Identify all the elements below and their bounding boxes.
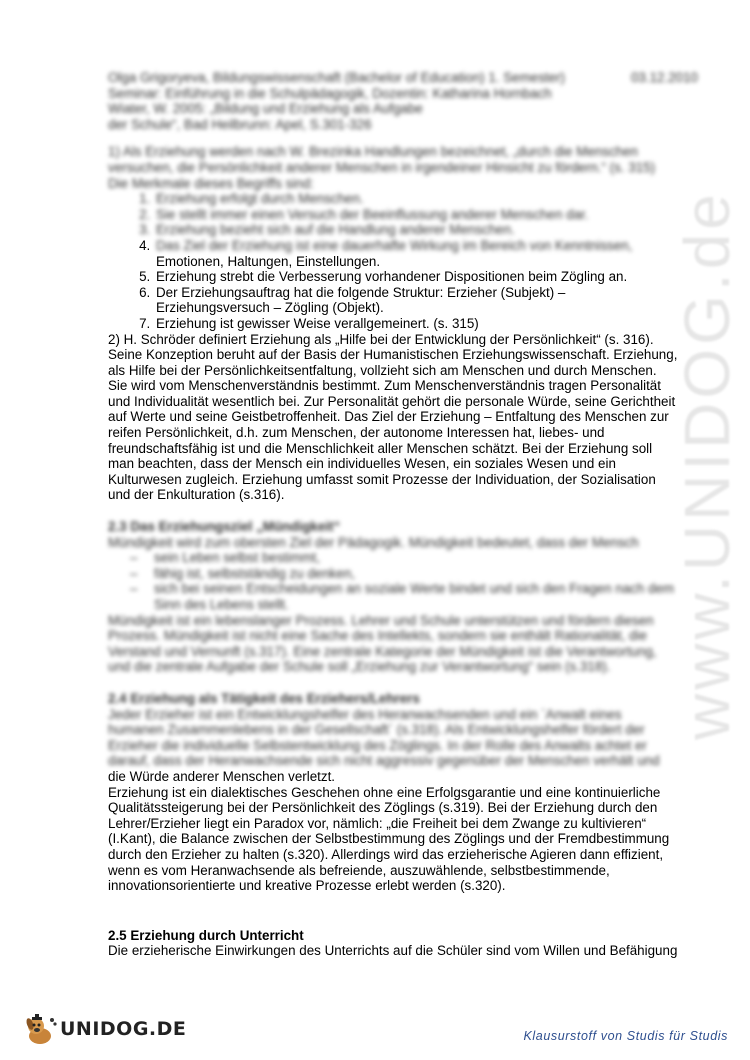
maturity-list — [108, 550, 698, 612]
document-page — [108, 70, 698, 959]
paragraph-line: Die Merkmale dieses Begriffs sind: — [108, 175, 314, 191]
paragraph-line: Erzieher die individuelle Selbstentwicklung des Zöglings. In der Rolle des Anwalts achtet er — [108, 737, 647, 753]
paragraph-line: Kulturwesen zugleich. Erziehung umfasst somit Prozesse der Individuation, der Sozialisation — [108, 471, 656, 487]
paragraph-line: wenn es vom Heranwachsende als befreiende, auszuwählende, selbstbestimmende, — [108, 862, 610, 878]
paragraph-line: Mündigkeit ist ein lebenslanger Prozess. Lehrer und Schule unterstützen und fördern diesen — [108, 612, 654, 628]
paragraph-line: und Individualität wesentlich bei. Zur Personalität gehört die personale Würde, seine Gerichtheit — [108, 393, 676, 409]
list-item: 1. Erziehung erfolgt durch Menschen. — [154, 191, 698, 207]
paragraph-line: die Würde anderer Menschen verletzt. — [108, 768, 336, 784]
section-1 — [108, 144, 698, 331]
list-item: 2. Sie stellt immer einen Versuch der Beeinflussung anderer Menschen dar. — [154, 207, 698, 223]
paragraph-line: und die zentrale Aufgabe der Schule soll „Erziehung zur Verantwortung“ sein (s.318). — [108, 659, 611, 675]
paragraph-line: reifen Persönlichkeit, d.h. zum Menschen, der autonome Interessen hat, liebes- und — [108, 425, 605, 441]
section-heading: 2.4 Erziehung als Tätigkeit des Erziehers/Lehrers — [108, 690, 420, 706]
section-2-5 — [108, 928, 698, 959]
paragraph-line: 1) Als Erziehung werden nach W. Brezinka Handlungen bezeichnet, „durch die Menschen — [108, 144, 638, 160]
paragraph-line: freundschaftsfähig ist und die Menschlichkeit aller Menschen schätzt. Bei der Erziehung soll — [108, 440, 653, 456]
paragraph-line: Sie wird vom Menschenverständnis bestimmt. Zum Menschenverständnis tragen Personalität — [108, 378, 661, 394]
header-author-line: Olga Grigoryeva, Bildungswissenschaft (Bachelor of Education) 1. Semester) — [108, 70, 565, 85]
paragraph-line: Erziehung ist ein dialektisches Geschehen ohne eine Erfolgsgarantie und eine kontinuierliche — [108, 784, 661, 800]
header-seminar-line: Seminar: Einführung in die Schulpädagogik, Dozentin: Katharina Hornbach — [108, 85, 552, 101]
paragraph-line: durch den Erzieher zu halten (s.320). Allerdings wird das erzieherische Agieren dann effizient, — [108, 846, 664, 862]
paragraph-line: Qualitätssteigerung bei der Persönlichkeit des Zöglings (s.319). Bei der Erziehung durch den — [108, 800, 658, 816]
list-item-continuation: Erziehungsversuch – Zögling (Objekt). — [156, 300, 384, 316]
paragraph-line: man beachten, dass der Mensch ein individuelles Wesen, ein soziales Wesen und ein — [108, 456, 616, 472]
paragraph-line: auf Werte und seine Geistbetroffenheit. Das Ziel der Erziehung – Entfaltung des Menschen zur — [108, 409, 669, 425]
header-source-line: Wiater, W. 2005: „Bildung und Erziehung als Aufgabe — [108, 101, 423, 117]
paragraph-line: Mündigkeit wird zum obersten Ziel der Pädagogik. Mündigkeit bedeutet, dass der Mensch — [108, 534, 639, 550]
paragraph-line: Prozess. Mündigkeit ist nicht eine Sache des Intellekts, sondern sie enthält Rationalität, die — [108, 628, 647, 644]
paragraph-line: Jeder Erzieher ist ein Entwicklungshelfer des Heranwachsenden und ein `Anwalt eines — [108, 706, 622, 722]
characteristics-list — [108, 191, 698, 331]
list-item — [154, 581, 698, 612]
list-item: – fähig ist, selbstständig zu denken, — [154, 566, 698, 582]
watermark-text: www.UNIDOG.de — [671, 190, 743, 740]
list-item: – sein Leben selbst bestimmt, — [154, 550, 698, 566]
document-header — [108, 70, 698, 132]
paragraph-line: als Hilfe bei der Persönlichkeitsentfaltung, vollzieht sich am Menschen und durch Menschen. — [108, 362, 657, 378]
section-heading: 2.3 Das Erziehungsziel „Mündigkeit“ — [108, 519, 341, 535]
section-2-3 — [108, 519, 698, 675]
paragraph-line: Die erzieherische Einwirkungen des Unterrichts auf die Schüler sind vom Willen und Befähigung — [108, 943, 678, 959]
paragraph-line: Lehrer/Erzieher liegt ein Paradox vor, nämlich: „die Freiheit bei dem Zwange zu kultivieren“ — [108, 815, 647, 831]
header-source-line: der Schule“, Bad Heilbrunn: Apel, S.301-326 — [108, 116, 372, 132]
section-2 — [108, 332, 698, 504]
list-item — [154, 285, 698, 316]
list-item-text: 6. Der Erziehungsauftrag hat die folgende Struktur: Erzieher (Subjekt) – — [156, 284, 566, 300]
list-item-text: – sich bei seinen Entscheidungen an soziale Werte bindet und sich den Fragen nach dem — [154, 581, 675, 597]
paragraph-line: Seine Konzeption beruht auf der Basis der Humanistischen Erziehungswissenschaft. Erziehung, — [108, 347, 678, 363]
paragraph-line: und der Enkulturation (s.316). — [108, 487, 285, 503]
list-item: 7. Erziehung ist gewisser Weise verallgemeinert. (s. 315) — [154, 316, 698, 332]
logo-text: UNIDOG.DE — [60, 1018, 187, 1041]
paragraph-line: Verstand und Vernunft (s.317). Eine zentrale Kategorie der Mündigkeit ist die Verantwortung, — [108, 643, 657, 659]
dog-mascot-icon — [22, 1012, 58, 1048]
list-item — [154, 238, 698, 269]
header-date: 03.12.2010 — [630, 70, 698, 85]
paragraph-line: humanen Zusammenlebens in der Gesellschaft` (s.318). Als Entwicklungshelfer fördert der — [108, 722, 645, 738]
list-item-continuation: Emotionen, Haltungen, Einstellungen. — [156, 253, 381, 269]
list-item-continuation: Sinn des Lebens stellt. — [154, 597, 289, 612]
paragraph-line: versuchen, die Persönlichkeit anderer Menschen in irgendeiner Hinsicht zu fördern.“ (s. 315) — [108, 159, 656, 175]
paragraph-line: (I.Kant), die Balance zwischen der Selbstbestimmung des Zöglings und der Fremdbestimmung — [108, 831, 670, 847]
section-heading: 2.5 Erziehung durch Unterricht — [108, 927, 304, 943]
list-item: 3. Erziehung bezieht sich auf die Handlung anderer Menschen. — [154, 222, 698, 238]
footer-tagline: Klausurstoff von Studis für Studis — [523, 1029, 728, 1043]
paragraph-line: darauf, dass der Heranwachsende sich nicht aggressiv gegenüber der Menschen verhält und — [108, 753, 660, 769]
paragraph-line: innovationsorientierte und kreative Prozesse erlebt werden (s.320). — [108, 878, 506, 894]
list-item-text: 4. Das Ziel der Erziehung ist eine dauerhafte Wirkung im Bereich von Kenntnissen, — [156, 237, 633, 253]
paragraph-line: 2) H. Schröder definiert Erziehung als „Hilfe bei der Entwicklung der Persönlichkeit“ (s. 316). — [108, 331, 654, 347]
section-2-4 — [108, 691, 698, 894]
list-item: 5. Erziehung strebt die Verbesserung vorhandener Dispositionen beim Zögling an. — [154, 269, 698, 285]
footer-logo[interactable] — [22, 1012, 186, 1048]
